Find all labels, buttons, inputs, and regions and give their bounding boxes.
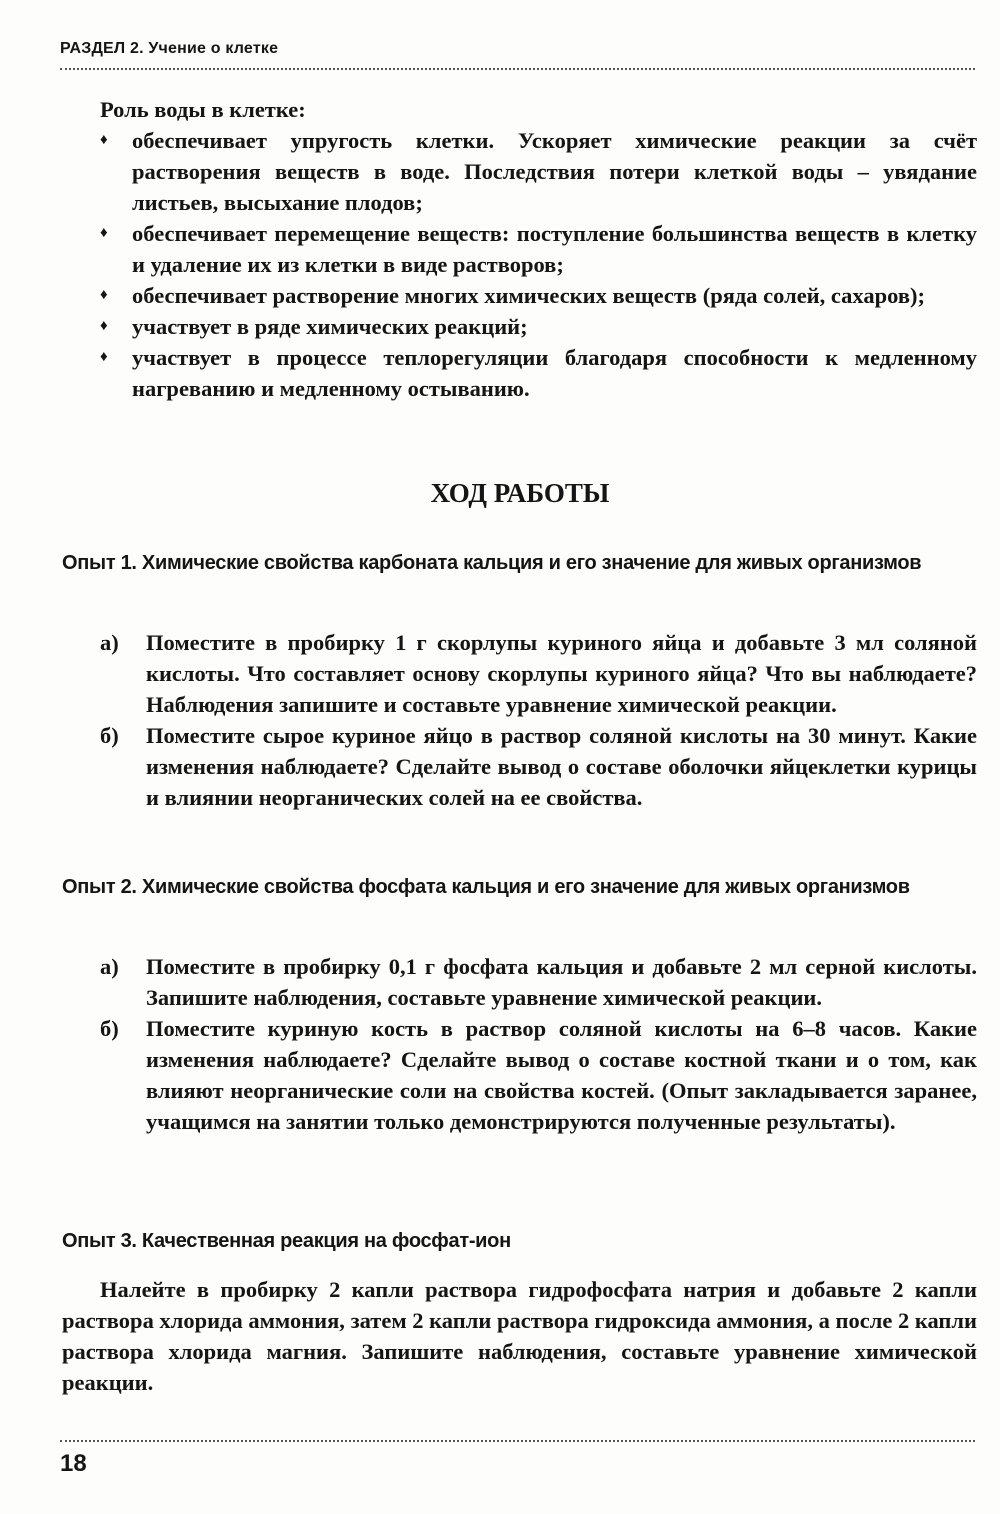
list-item [100, 1013, 977, 1137]
experiment-2-title: Опыт 2. Химические свойства фосфата кальция и его значение для живых организмов [62, 876, 910, 898]
water-role-heading: Роль воды в клетке: [100, 97, 306, 122]
item-letter: а) [100, 954, 119, 979]
water-role-list [100, 125, 977, 404]
diamond-bullet-icon: ♦ [100, 318, 108, 334]
list-item [100, 280, 977, 311]
page-number: 18 [60, 1450, 87, 1477]
item-letter: а) [100, 630, 119, 655]
experiment-1-title: Опыт 1. Химические свойства карбоната кальция и его значение для живых организмов [62, 552, 922, 574]
experiment-2-steps [100, 951, 977, 1137]
list-item-text: обеспечивает перемещение веществ: поступление большинства веществ в клетку и удаление их из клетки в виде растворов; [132, 221, 977, 277]
diamond-bullet-icon: ♦ [100, 132, 108, 148]
experiment-3-paragraph: Налейте в пробирку 2 капли раствора гидрофосфата натрия и добавьте 2 капли раствора хлорида аммония, затем 2 капли раствора гидроксида аммония, а после 2 капли раствора хлорида магния. Запишите наблюдения, составьте уравнение химической реакции. [62, 1277, 977, 1395]
header-rule [60, 68, 975, 70]
item-text: Поместите сырое куриное яйцо в раствор соляной кислоты на 30 минут. Какие изменения наблюдаете? Сделайте вывод о составе оболочки яйцеклетки курицы и влиянии неорганических солей на ее свойства. [146, 723, 977, 810]
list-item [100, 311, 977, 342]
list-item [100, 218, 977, 280]
list-item-text: обеспечивает упругость клетки. Ускоряет химические реакции за счёт растворения веществ в воде. Последствия потери клеткой воды – увядание листьев, высыхание плодов; [132, 128, 977, 215]
list-item-text: участвует в ряде химических реакций; [132, 314, 528, 339]
work-title: ХОД РАБОТЫ [430, 478, 610, 508]
experiment-1-steps [100, 627, 977, 813]
list-item-text: обеспечивает растворение многих химических веществ (ряда солей, сахаров); [132, 283, 925, 308]
list-item [100, 342, 977, 404]
footer-rule [60, 1440, 975, 1442]
running-header: РАЗДЕЛ 2. Учение о клетке [60, 40, 279, 57]
item-letter: б) [100, 1016, 119, 1041]
list-item [100, 951, 977, 1013]
list-item-text: участвует в процессе теплорегуляции благодаря способности к медленному нагреванию и медленному остыванию. [132, 345, 977, 401]
item-letter: б) [100, 723, 119, 748]
diamond-bullet-icon: ♦ [100, 287, 108, 303]
experiment-3-title: Опыт 3. Качественная реакция на фосфат-ион [62, 1230, 511, 1252]
list-item [100, 125, 977, 218]
diamond-bullet-icon: ♦ [100, 349, 108, 365]
diamond-bullet-icon: ♦ [100, 225, 108, 241]
item-text: Поместите куриную кость в раствор соляной кислоты на 6–8 часов. Какие изменения наблюдаете? Сделайте вывод о составе костной ткани и о том, как влияют неорганические соли на свойства костей. (Опыт закладывается заранее, учащимся на занятии только демонстрируются полученные результаты). [146, 1016, 977, 1134]
item-text: Поместите в пробирку 0,1 г фосфата кальция и добавьте 2 мл серной кислоты. Запишите наблюдения, составьте уравнение химической реакции. [146, 954, 977, 1010]
list-item [100, 627, 977, 720]
list-item [100, 720, 977, 813]
item-text: Поместите в пробирку 1 г скорлупы куриного яйца и добавьте 3 мл соляной кислоты. Что составляет основу скорлупы куриного яйца? Что вы наблюдаете? Наблюдения запишите и составьте уравнение химической реакции. [146, 630, 977, 717]
